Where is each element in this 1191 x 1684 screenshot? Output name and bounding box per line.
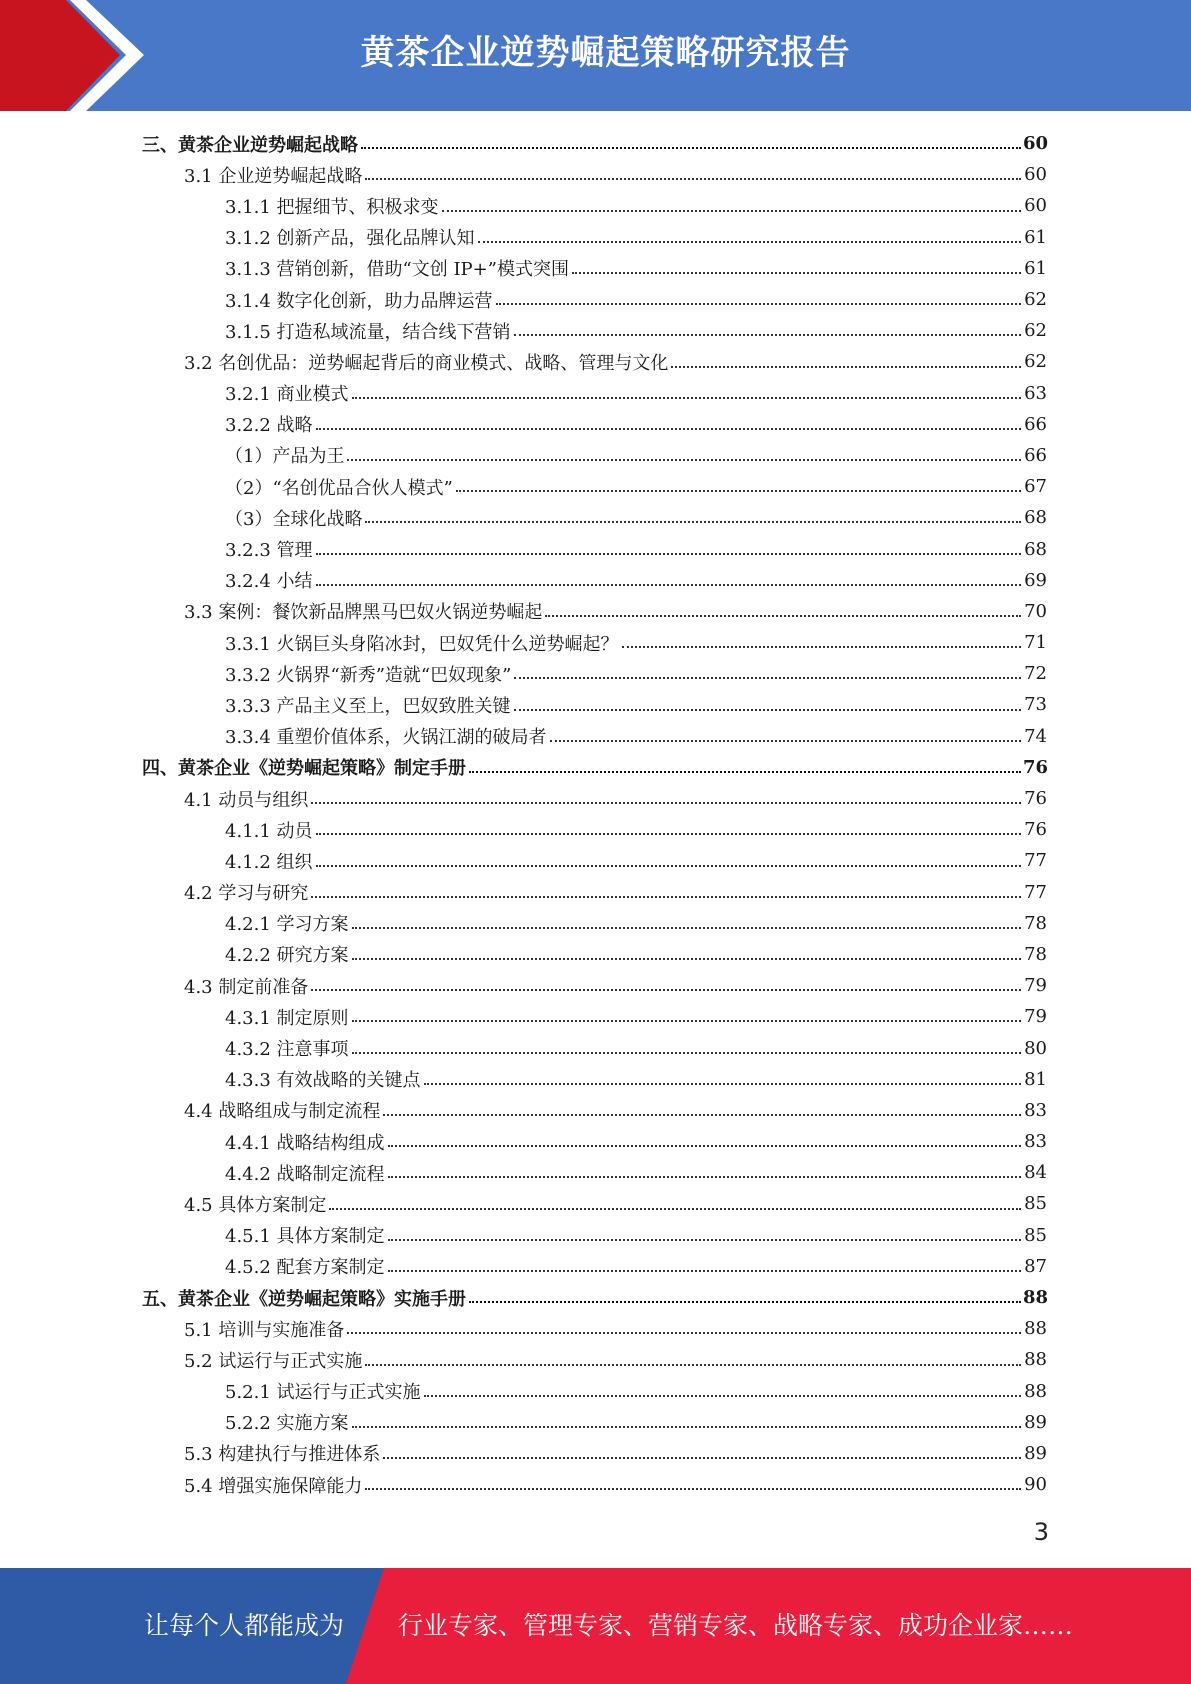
toc-entry-page: 78	[1024, 912, 1047, 934]
toc-entry-title: 4.5.2 配套方案制定	[225, 1257, 385, 1279]
toc-entry-title: 3.1.4 数字化创新，助力品牌运营	[225, 290, 493, 312]
toc-entry-page: 88	[1024, 1318, 1047, 1340]
toc-entry-title: 4.3.1 制定原则	[225, 1007, 349, 1029]
toc-entry-page: 88	[1024, 1349, 1047, 1371]
toc-dot-leader	[316, 427, 1021, 430]
toc-entry-title: 3.1.2 创新产品，强化品牌认知	[225, 228, 475, 250]
toc-entry-title: 4.4 战略组成与制定流程	[184, 1101, 381, 1123]
toc-entry-page: 67	[1024, 476, 1047, 498]
toc-entry-page: 81	[1024, 1068, 1047, 1090]
toc-dot-leader	[352, 1425, 1021, 1428]
toc-dot-leader	[316, 583, 1021, 586]
toc-dot-leader	[352, 957, 1021, 960]
toc-entry-page: 63	[1024, 382, 1047, 404]
toc-dot-leader	[365, 1487, 1021, 1490]
toc-dot-leader	[329, 1207, 1021, 1210]
toc-entry[interactable]	[0, 315, 1191, 346]
toc-entry[interactable]	[0, 1438, 1191, 1469]
toc-dot-leader	[478, 240, 1021, 243]
toc-dot-leader	[383, 1113, 1021, 1116]
toc-entry[interactable]	[0, 814, 1191, 845]
toc-entry[interactable]	[0, 533, 1191, 564]
toc-dot-leader	[365, 177, 1021, 180]
toc-dot-leader	[365, 1363, 1021, 1366]
report-title: 黄茶企业逆势崛起策略研究报告	[360, 33, 851, 73]
toc-entry[interactable]	[0, 1376, 1191, 1407]
toc-entry-title: （1）产品为王	[225, 446, 345, 468]
toc-dot-leader	[311, 895, 1021, 898]
toc-dot-leader	[352, 1051, 1021, 1054]
toc-entry-title: 3.3.1 火锅巨头身陷冰封，巴奴凭什么逆势崛起？	[225, 633, 619, 655]
toc-dot-leader	[383, 1456, 1021, 1459]
toc-entry[interactable]	[0, 409, 1191, 440]
toc-entry-page: 68	[1024, 507, 1047, 529]
toc-entry-title: 3.2.3 管理	[225, 540, 313, 562]
toc-dot-leader	[388, 1144, 1021, 1147]
toc-entry[interactable]	[0, 627, 1191, 658]
toc-dot-leader	[311, 988, 1021, 991]
toc-dot-leader	[671, 365, 1021, 368]
toc-entry-title: 4.3.3 有效战略的关键点	[225, 1070, 421, 1092]
toc-entry-page: 88	[1024, 1380, 1047, 1402]
toc-entry-title: 4.1.1 动员	[225, 820, 313, 842]
toc-entry[interactable]	[0, 1220, 1191, 1251]
toc-entry-title: 4.2.2 研究方案	[225, 945, 349, 967]
toc-entry[interactable]	[0, 565, 1191, 596]
toc-entry[interactable]	[0, 658, 1191, 689]
toc-entry[interactable]	[0, 970, 1191, 1001]
toc-entry-page: 62	[1024, 320, 1047, 342]
toc-dot-leader	[352, 1019, 1021, 1022]
toc-dot-leader	[316, 832, 1021, 835]
toc-entry-title: 三、黄茶企业逆势崛起战略	[142, 134, 358, 156]
toc-entry-title: 4.3 制定前准备	[184, 976, 309, 998]
toc-entry[interactable]	[0, 908, 1191, 939]
toc-entry-page: 73	[1024, 694, 1047, 716]
toc-entry-title: 4.2 学习与研究	[184, 883, 309, 905]
toc-entry-title: 3.1.1 把握细节、积极求变	[225, 196, 439, 218]
footer-slogan-left: 让每个人都能成为	[144, 1611, 345, 1640]
toc-entry[interactable]	[0, 1313, 1191, 1344]
toc-dot-leader	[424, 1082, 1021, 1085]
toc-dot-leader	[388, 1269, 1021, 1272]
toc-entry-page: 66	[1024, 413, 1047, 435]
toc-dot-leader	[352, 396, 1021, 399]
toc-entry-title: （2）“名创优品合伙人模式”	[225, 477, 453, 499]
toc-entry-title: 3.1 企业逆势崛起战略	[184, 165, 363, 187]
toc-entry[interactable]	[0, 1251, 1191, 1282]
toc-entry-page: 84	[1024, 1162, 1047, 1184]
toc-entry[interactable]	[0, 1407, 1191, 1438]
toc-entry[interactable]	[0, 1064, 1191, 1095]
toc-entry-title: 5.2.1 试运行与正式实施	[225, 1382, 421, 1404]
toc-entry[interactable]	[0, 502, 1191, 533]
toc-dot-leader	[365, 520, 1021, 523]
toc-entry[interactable]	[0, 939, 1191, 970]
toc-dot-leader	[456, 489, 1021, 492]
toc-entry-title: 3.3.2 火锅界“新秀”造就“巴奴现象”	[225, 664, 512, 686]
toc-entry-title: 3.2.2 战略	[225, 415, 313, 437]
toc-dot-leader	[514, 676, 1021, 679]
toc-dot-leader	[388, 1175, 1021, 1178]
toc-dot-leader	[347, 1331, 1021, 1334]
toc-entry-page: 62	[1024, 351, 1047, 373]
toc-entry-page: 79	[1024, 975, 1047, 997]
toc-entry-title: 4.3.2 注意事项	[225, 1039, 349, 1061]
toc-dot-leader	[550, 739, 1021, 742]
table-of-contents	[0, 128, 1191, 1500]
toc-entry[interactable]	[0, 1188, 1191, 1219]
toc-entry-title: 4.2.1 学习方案	[225, 914, 349, 936]
footer-slogan-right: 行业专家、管理专家、营销专家、战略专家、成功企业家……	[398, 1611, 1074, 1640]
toc-entry-page: 76	[1024, 788, 1047, 810]
toc-entry-page: 76	[1023, 756, 1049, 778]
toc-entry-page: 72	[1024, 663, 1047, 685]
toc-entry-page: 60	[1024, 164, 1047, 186]
toc-entry-page: 88	[1023, 1287, 1049, 1309]
toc-entry[interactable]	[0, 284, 1191, 315]
toc-entry[interactable]	[0, 689, 1191, 720]
toc-entry[interactable]	[0, 845, 1191, 876]
toc-dot-leader	[469, 770, 1021, 773]
toc-dot-leader	[311, 801, 1021, 804]
toc-entry-title: 3.2.4 小结	[225, 571, 313, 593]
toc-entry-page: 77	[1024, 850, 1047, 872]
toc-entry[interactable]	[0, 1469, 1191, 1500]
toc-entry-title: 4.1.2 组织	[225, 851, 313, 873]
toc-entry[interactable]	[0, 1032, 1191, 1063]
toc-entry[interactable]	[0, 1126, 1191, 1157]
toc-entry[interactable]	[0, 128, 1191, 159]
toc-entry-title: 五、黄茶企业《逆势崛起策略》实施手册	[142, 1288, 466, 1310]
toc-dot-leader	[352, 926, 1021, 929]
toc-entry-title: 4.5.1 具体方案制定	[225, 1226, 385, 1248]
toc-entry-title: 3.3 案例：餐饮新品牌黑马巴奴火锅逆势崛起	[184, 602, 543, 624]
toc-dot-leader	[424, 1394, 1021, 1397]
toc-entry-page: 85	[1024, 1224, 1047, 1246]
toc-dot-leader	[469, 1300, 1021, 1303]
toc-entry-title: 5.1 培训与实施准备	[184, 1319, 345, 1341]
toc-dot-leader	[442, 209, 1021, 212]
toc-dot-leader	[316, 864, 1021, 867]
toc-entry[interactable]	[0, 190, 1191, 221]
toc-entry-page: 74	[1024, 725, 1047, 747]
toc-dot-leader	[514, 708, 1021, 711]
toc-entry-title: 4.4.1 战略结构组成	[225, 1132, 385, 1154]
toc-entry-page: 60	[1023, 133, 1049, 155]
toc-entry[interactable]	[0, 1344, 1191, 1375]
toc-entry-title: 4.4.2 战略制定流程	[225, 1163, 385, 1185]
toc-entry-page: 76	[1024, 819, 1047, 841]
toc-entry[interactable]	[0, 1001, 1191, 1032]
toc-entry-title: 4.1 动员与组织	[184, 789, 309, 811]
toc-entry-page: 77	[1024, 881, 1047, 903]
toc-dot-leader	[347, 458, 1021, 461]
toc-entry-title: 4.5 具体方案制定	[184, 1194, 327, 1216]
toc-entry-page: 90	[1024, 1474, 1047, 1496]
toc-entry-title: 3.3.3 产品主义至上，巴奴致胜关键	[225, 695, 511, 717]
toc-entry-page: 83	[1024, 1131, 1047, 1153]
page-number: 3	[1033, 1518, 1049, 1546]
toc-entry[interactable]	[0, 1282, 1191, 1313]
toc-dot-leader	[316, 552, 1021, 555]
toc-entry-title: 3.3.4 重塑价值体系，火锅江湖的破局者	[225, 727, 547, 749]
toc-entry-page: 79	[1024, 1006, 1047, 1028]
toc-entry-page: 83	[1024, 1099, 1047, 1121]
toc-entry[interactable]	[0, 471, 1191, 502]
toc-entry-page: 87	[1024, 1255, 1047, 1277]
toc-entry-page: 89	[1024, 1411, 1047, 1433]
toc-entry-title: 四、黄茶企业《逆势崛起策略》制定手册	[142, 758, 466, 780]
toc-entry-page: 61	[1024, 226, 1047, 248]
toc-entry-title: 3.2 名创优品：逆势崛起背后的商业模式、战略、管理与文化	[184, 352, 669, 374]
toc-entry[interactable]	[0, 721, 1191, 752]
toc-entry-page: 78	[1024, 943, 1047, 965]
toc-entry-page: 80	[1024, 1037, 1047, 1059]
toc-entry[interactable]	[0, 1157, 1191, 1188]
toc-entry-page: 85	[1024, 1193, 1047, 1215]
footer-bar	[0, 1568, 1191, 1684]
toc-entry[interactable]	[0, 1095, 1191, 1126]
toc-entry[interactable]	[0, 222, 1191, 253]
toc-entry-title: 3.2.1 商业模式	[225, 384, 349, 406]
toc-dot-leader	[622, 645, 1021, 648]
toc-entry-title: 3.1.3 营销创新，借助“文创 IP+”模式突围	[225, 259, 569, 281]
toc-dot-leader	[545, 614, 1021, 617]
toc-entry-title: 5.2 试运行与正式实施	[184, 1350, 363, 1372]
toc-entry-page: 69	[1024, 569, 1047, 591]
toc-entry-title: 5.4 增强实施保障能力	[184, 1475, 363, 1497]
toc-entry-page: 66	[1024, 444, 1047, 466]
toc-entry[interactable]	[0, 783, 1191, 814]
toc-dot-leader	[388, 1238, 1021, 1241]
toc-entry[interactable]	[0, 877, 1191, 908]
toc-entry[interactable]	[0, 159, 1191, 190]
toc-entry[interactable]	[0, 440, 1191, 471]
toc-entry-title: 5.2.2 实施方案	[225, 1413, 349, 1435]
toc-entry-page: 60	[1024, 195, 1047, 217]
toc-dot-leader	[514, 333, 1021, 336]
toc-entry[interactable]	[0, 346, 1191, 377]
toc-entry-page: 62	[1024, 289, 1047, 311]
toc-dot-leader	[496, 302, 1021, 305]
toc-entry[interactable]	[0, 596, 1191, 627]
toc-entry-page: 89	[1024, 1442, 1047, 1464]
toc-entry-title: 5.3 构建执行与推进体系	[184, 1444, 381, 1466]
toc-entry-page: 68	[1024, 538, 1047, 560]
toc-entry[interactable]	[0, 752, 1191, 783]
toc-entry[interactable]	[0, 378, 1191, 409]
header-bar	[0, 0, 1191, 111]
toc-dot-leader	[361, 146, 1021, 149]
toc-entry-title: 3.1.5 打造私域流量，结合线下营销	[225, 321, 511, 343]
toc-entry-title: （3）全球化战略	[225, 508, 363, 530]
toc-entry-page: 71	[1024, 632, 1047, 654]
toc-entry-page: 61	[1024, 257, 1047, 279]
toc-entry-page: 70	[1024, 600, 1047, 622]
toc-dot-leader	[572, 271, 1021, 274]
toc-entry[interactable]	[0, 253, 1191, 284]
